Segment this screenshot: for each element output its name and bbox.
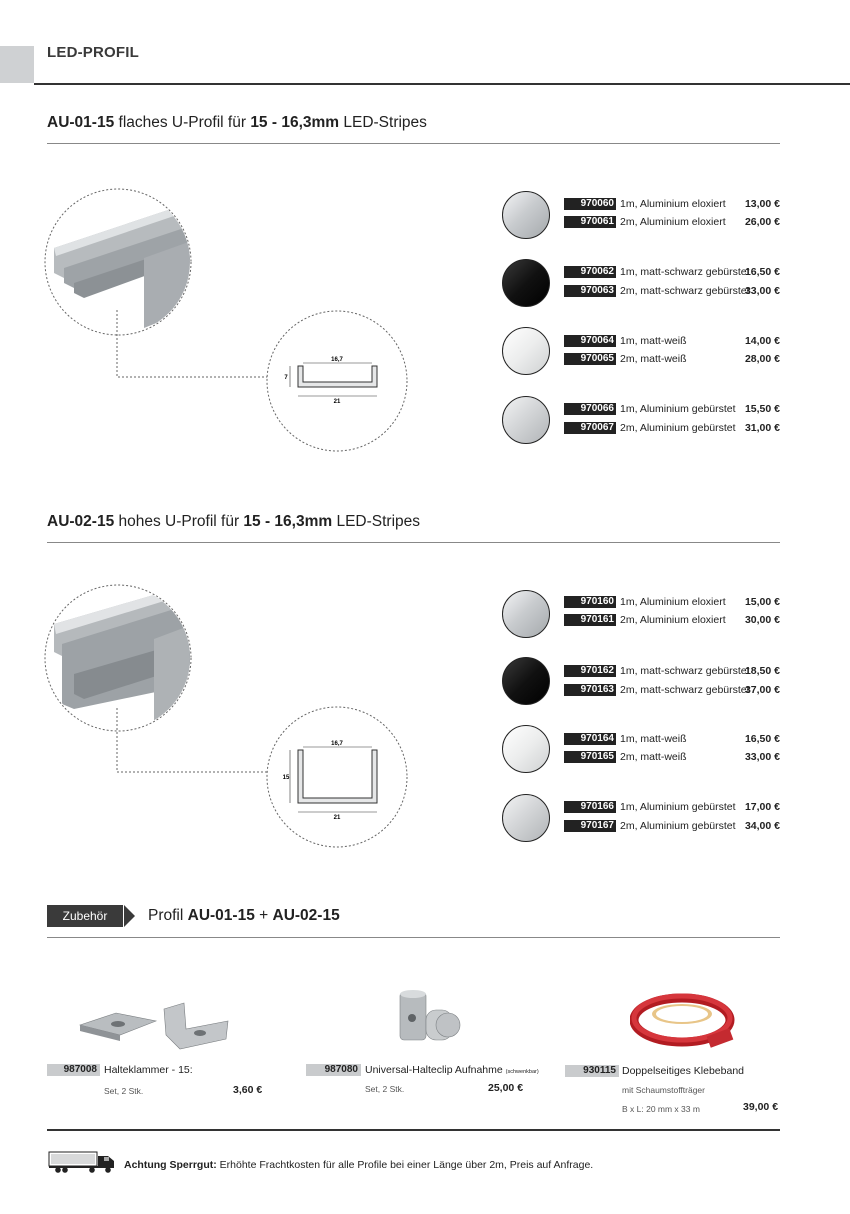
section-2-desc-a: hohes U-Profil für [114, 513, 244, 530]
section-1-desc-b: LED-Stripes [339, 114, 427, 131]
profile-1-dim-height: 7 [284, 375, 288, 381]
article-desc: 1m, Aluminium gebürstet [620, 801, 736, 813]
page-title: LED-PROFIL [47, 44, 139, 61]
article-price: 16,50 € [744, 733, 780, 745]
accessories-title-prefix: Profil [148, 907, 188, 924]
article-code: 970062 [564, 266, 616, 278]
article-desc: 2m, Aluminium gebürstet [620, 422, 736, 434]
accessory-name-text: Universal-Halteclip Aufnahme [365, 1064, 506, 1076]
price-row [0, 614, 850, 628]
profile-2-dim-height: 15 [282, 775, 290, 781]
article-price: 16,50 € [744, 266, 780, 278]
article-desc: 1m, matt-schwarz gebürstet [620, 665, 750, 677]
section-2-range: 15 - 16,3mm [243, 513, 333, 530]
price-row [0, 353, 850, 367]
footer-divider [47, 1129, 780, 1131]
section-2-desc-b: LED-Stripes [332, 513, 421, 530]
article-desc: 2m, matt-schwarz gebürstet [620, 285, 750, 297]
article-desc: 2m, Aluminium eloxiert [620, 216, 726, 228]
accessories-divider [47, 937, 780, 938]
section-1-desc-a: flaches U-Profil für [114, 114, 251, 131]
article-code: 970063 [564, 285, 616, 297]
accessory-price: 39,00 € [743, 1101, 779, 1113]
article-desc: 1m, matt-schwarz gebürstet [620, 266, 750, 278]
profile-2-dim-inner: 16,7 [331, 741, 343, 747]
accessory-name-text: Halteklammer - 15: [104, 1064, 193, 1076]
accessory-name [365, 1064, 539, 1078]
footer-notice-text: Erhöhte Frachtkosten für alle Profile bei einer Länge über 2m, Preis auf Anfrage. [216, 1159, 594, 1171]
article-desc: 1m, matt-weiß [620, 733, 687, 745]
article-code: 970167 [564, 820, 616, 832]
article-desc: 2m, matt-weiß [620, 353, 687, 365]
accessories-title [148, 907, 340, 925]
article-code: 970161 [564, 614, 616, 626]
price-row [0, 820, 850, 834]
article-code: 970061 [564, 216, 616, 228]
article-desc: 1m, matt-weiß [620, 335, 687, 347]
accessories-title-code-1: AU-01-15 [187, 907, 255, 924]
accessory-name [104, 1064, 193, 1076]
article-price: 26,00 € [744, 216, 780, 228]
tape-roll-image [630, 992, 740, 1056]
accessory-code: 987080 [306, 1064, 361, 1076]
article-code: 970067 [564, 422, 616, 434]
price-row [0, 216, 850, 230]
header-tab-block [0, 46, 34, 83]
article-desc: 1m, Aluminium gebürstet [620, 403, 736, 415]
accessory-name-note: (schwenkbar) [505, 1069, 539, 1075]
article-price: 17,00 € [744, 801, 780, 813]
article-price: 37,00 € [744, 684, 780, 696]
article-price: 30,00 € [744, 614, 780, 626]
accessory-sub: mit Schaumstoffträger [622, 1085, 705, 1095]
price-row [0, 596, 850, 610]
accessories-title-plus: + [254, 907, 273, 924]
article-code: 970064 [564, 335, 616, 347]
clamp-image [76, 995, 236, 1055]
section-2-divider [47, 542, 780, 543]
price-row [0, 198, 850, 212]
article-price: 15,50 € [744, 403, 780, 415]
article-code: 970162 [564, 665, 616, 677]
footer-notice [124, 1159, 593, 1171]
article-code: 970163 [564, 684, 616, 696]
article-desc: 2m, Aluminium eloxiert [620, 614, 726, 626]
price-row [0, 403, 850, 417]
price-row [0, 665, 850, 679]
accessories-label: Zubehör [47, 905, 123, 927]
article-desc: 2m, matt-weiß [620, 751, 687, 763]
price-row [0, 733, 850, 747]
article-code: 970065 [564, 353, 616, 365]
article-price: 28,00 € [744, 353, 780, 365]
article-price: 15,00 € [744, 596, 780, 608]
profile-1-dim-inner: 16,7 [331, 357, 343, 363]
article-desc: 2m, matt-schwarz gebürstet [620, 684, 750, 696]
section-1-range: 15 - 16,3mm [250, 114, 340, 131]
article-code: 970165 [564, 751, 616, 763]
accessories-title-code-2: AU-02-15 [272, 907, 340, 924]
accessory-price: 3,60 € [233, 1084, 263, 1096]
section-1-title [47, 114, 427, 132]
section-1-divider [47, 143, 780, 144]
article-price: 34,00 € [744, 820, 780, 832]
header-divider [34, 83, 850, 85]
article-price: 33,00 € [744, 751, 780, 763]
profile-1-dim-outer: 21 [333, 399, 341, 405]
section-1-code: AU-01-15 [47, 114, 115, 131]
article-price: 14,00 € [744, 335, 780, 347]
article-price: 18,50 € [744, 665, 780, 677]
accessory-name-text: Doppelseitiges Klebeband [622, 1065, 745, 1077]
price-row [0, 422, 850, 436]
price-row [0, 285, 850, 299]
price-row [0, 335, 850, 349]
section-2-code: AU-02-15 [47, 513, 115, 530]
article-code: 970160 [564, 596, 616, 608]
accessory-code: 987008 [47, 1064, 100, 1076]
article-desc: 1m, Aluminium eloxiert [620, 596, 726, 608]
price-row [0, 266, 850, 280]
footer-notice-bold: Achtung Sperrgut: [124, 1159, 217, 1171]
section-2-title [47, 513, 420, 531]
article-code: 970164 [564, 733, 616, 745]
accessories-arrow-icon [124, 905, 135, 927]
article-desc: 2m, Aluminium gebürstet [620, 820, 736, 832]
accessory-name [622, 1065, 744, 1077]
holding-clip-image [390, 988, 470, 1050]
price-row [0, 801, 850, 815]
accessory-sub: Set, 2 Stk. [365, 1084, 405, 1094]
accessory-sub-2: B x L: 20 mm x 33 m [622, 1104, 700, 1114]
profile-2-dim-outer: 21 [333, 815, 341, 821]
article-code: 970066 [564, 403, 616, 415]
article-code: 970060 [564, 198, 616, 210]
price-row [0, 751, 850, 765]
accessory-sub: Set, 2 Stk. [104, 1086, 144, 1096]
article-price: 31,00 € [744, 422, 780, 434]
article-desc: 1m, Aluminium eloxiert [620, 198, 726, 210]
article-code: 970166 [564, 801, 616, 813]
article-price: 13,00 € [744, 198, 780, 210]
accessory-price: 25,00 € [488, 1082, 524, 1094]
truck-icon [48, 1150, 116, 1174]
accessory-code: 930115 [565, 1065, 619, 1077]
price-row [0, 684, 850, 698]
article-price: 33,00 € [744, 285, 780, 297]
